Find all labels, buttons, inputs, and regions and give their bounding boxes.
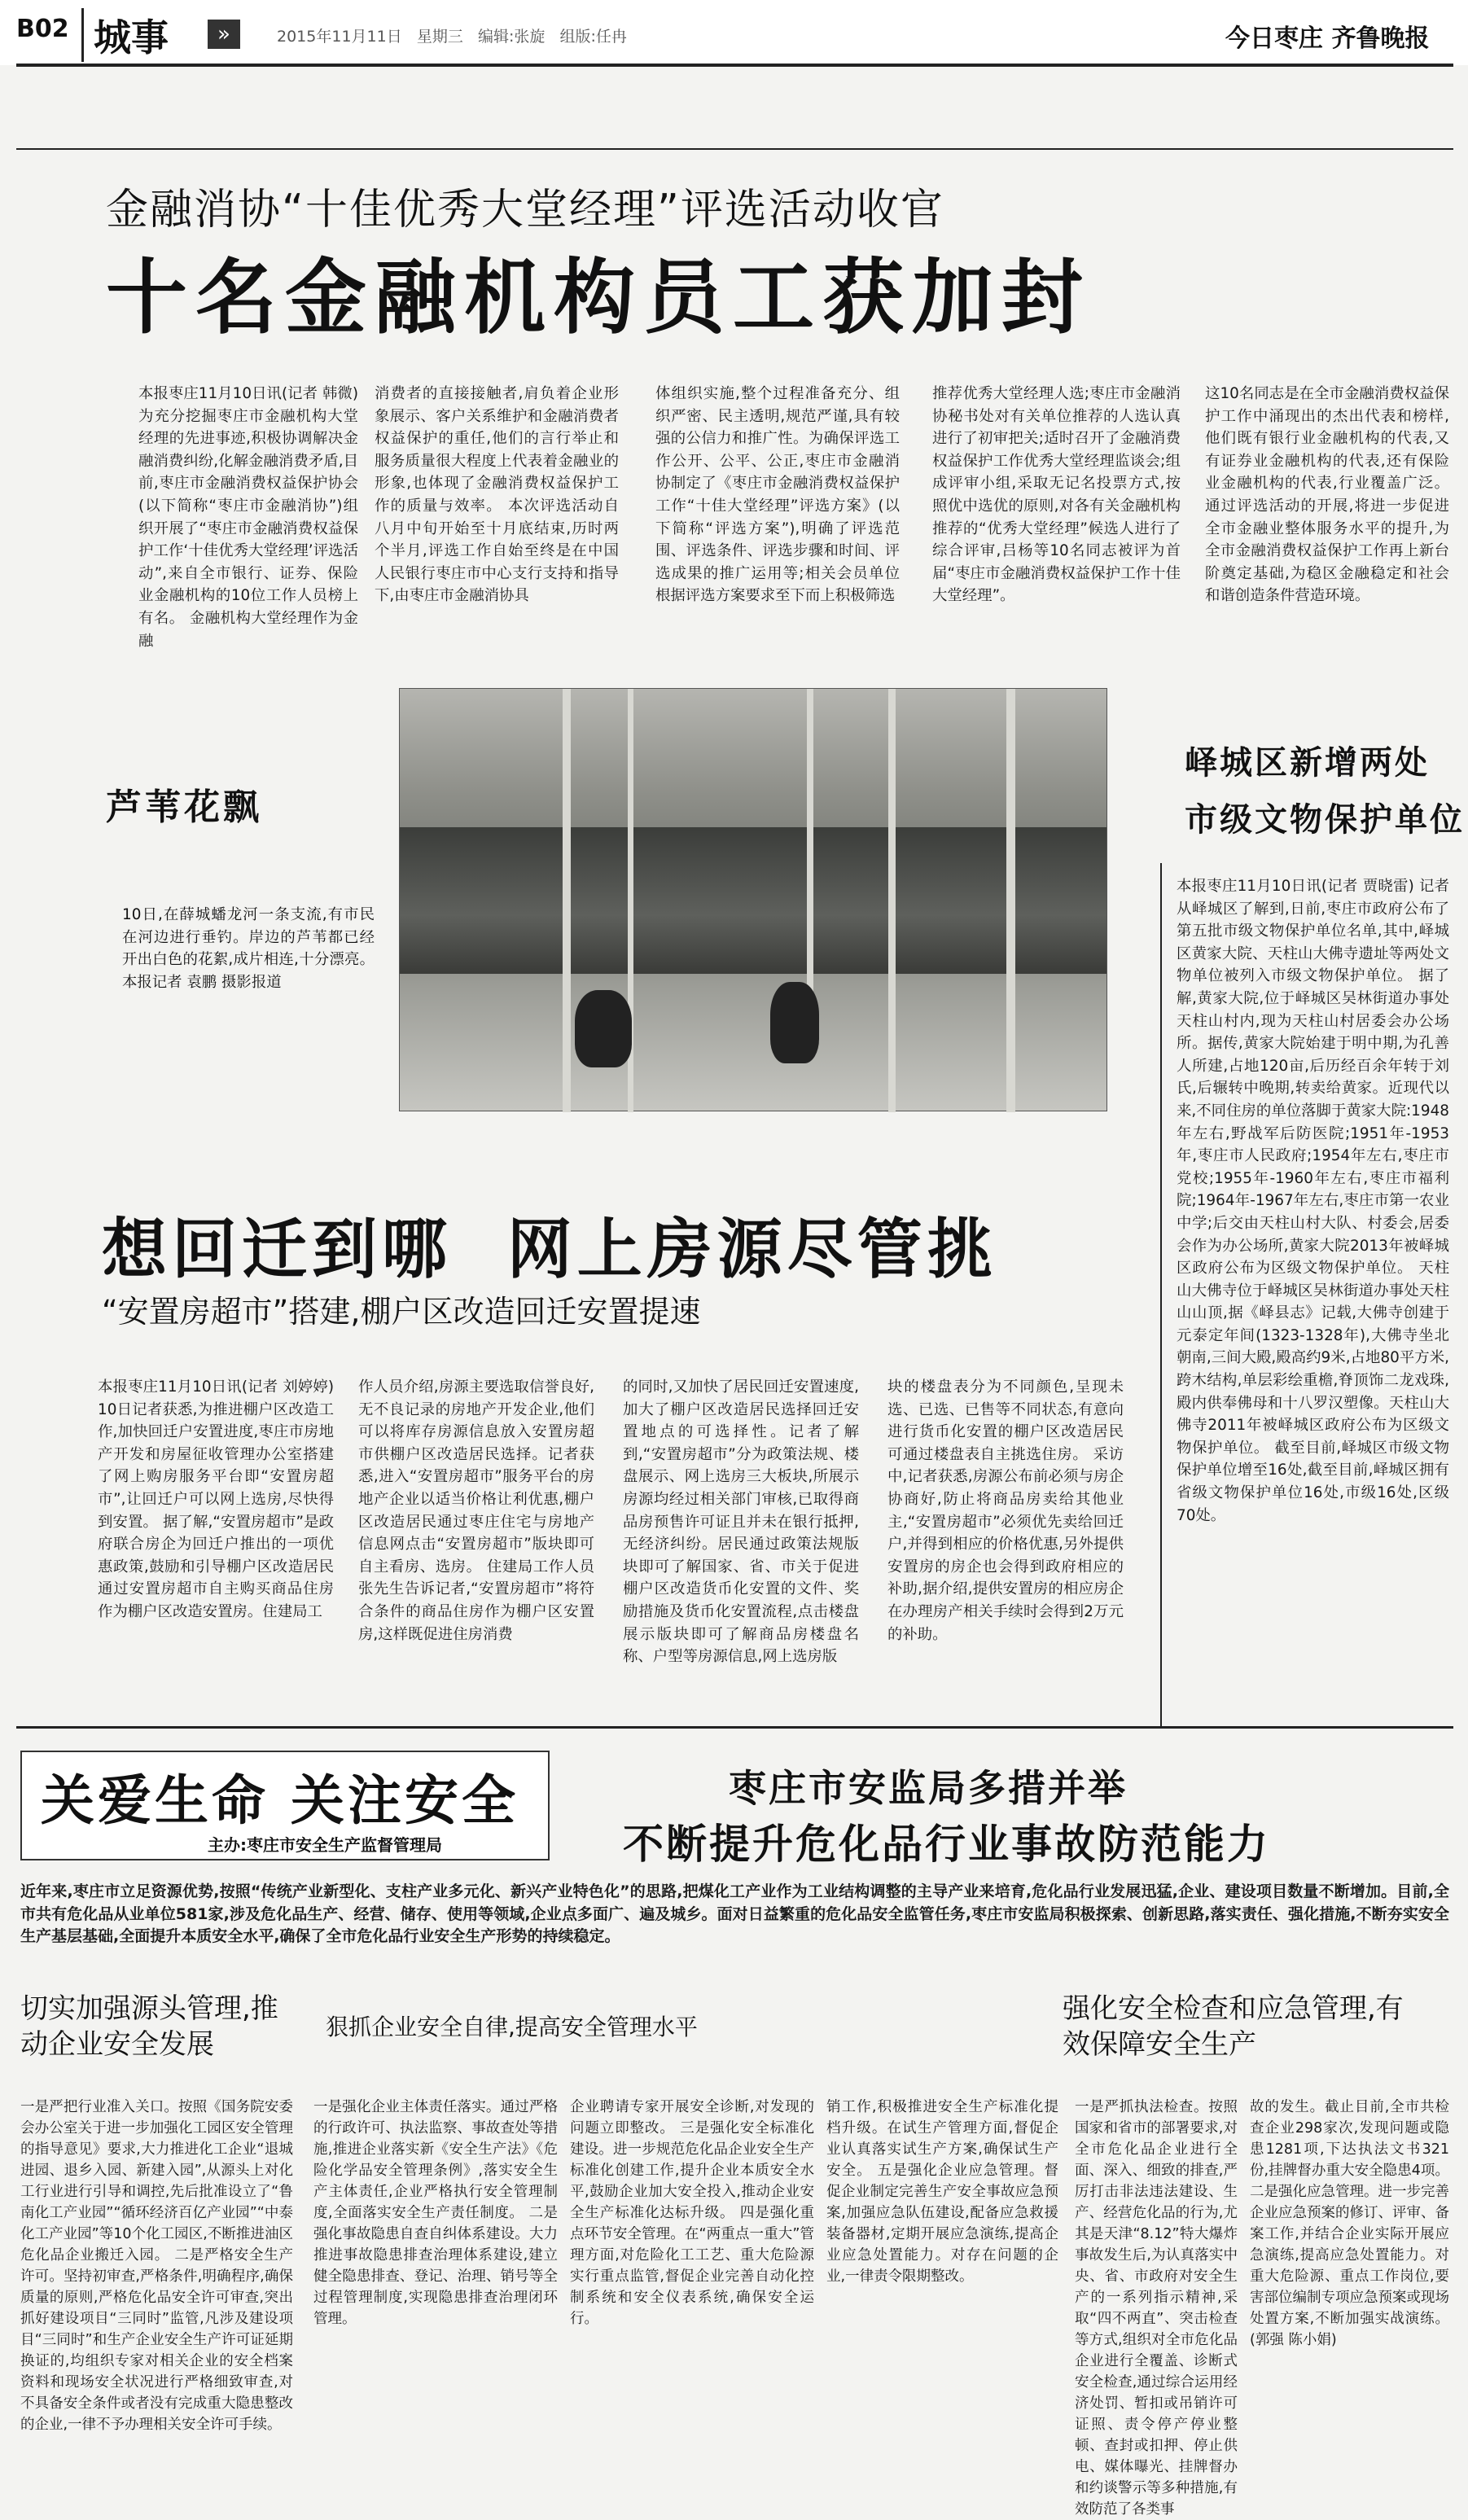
- safety-col4: 销工作,积极推进安全生产标准化提档升级。在试生产管理方面,督促企业认真落实试生产方案,确保试生产安全。 五是强化企业应急管理。督促企业制定完善生产安全事故应急预案,加强应急队伍建设,配备应急救援装备器材,定期开展应急演练,提高企业应急处置能力。对存在问题的企业,一律责令限期整改。: [826, 2099, 1058, 2285]
- safety-headline-2: 不断提升危化品行业事故防范能力: [623, 1821, 1270, 1868]
- story3-col2: 作人员介绍,房源主要选取信誉良好,无不良记录的房地产开发企业,他们可以将库存房源信息放入安置房超市供棚户区改造居民选择。记者获悉,进入“安置房超市”服务平台的房地产企业以适当价格让利优惠,棚户区改造居民通过枣庄住宅与房地产信息网点击“安置房超市”版块即可自主看房、选房。 住建局工作人员张先生告诉记者,“安置房超市”将符合条件的商品住房作为棚户区安置房,这样既促进住房消费: [358, 1378, 594, 1643]
- safety-sponsor: 主办:枣庄市安全生产监督管理局: [208, 1835, 442, 1855]
- story3-col1: 本报枣庄11月10日讯(记者 刘婷婷) 10日记者获悉,为推进棚户区改造工作,加快回迁户安置进度,枣庄市房地产开发和房屋征收管理办公室搭建了网上购房服务平台即“安置房超市”,让回迁户可以网上选房,尽快得到安置。 据了解,“安置房超市”是政府联合房企为回迁户推出的一项优惠政策,鼓励和引导棚户区改造居民通过安置房超市自主购买商品住房作为棚户区改造安置房。住建局工: [98, 1378, 334, 1620]
- photo-headline: 芦苇花飘: [106, 787, 262, 828]
- angler-figure: [770, 982, 819, 1063]
- angler-figure: [575, 990, 632, 1067]
- story1-headline: 十名金融机构员工获加封: [106, 250, 1091, 345]
- safety-lead: 近年来,枣庄市立足资源优势,按照“传统产业新型化、支柱产业多元化、新兴产业特色化”的思路,把煤化工产业作为工业结构调整的主导产业来培育,危化品行业发展迅猛,企业、建设项目数量不断增加。目前,全市共有危化品从业单位581家,涉及危化品生产、经营、储存、使用等领域,企业点多面广、遍及城乡。面对日益繁重的危化品安全监管任务,枣庄市安监局积极探索、创新思路,落实责任、强化措施,不断夯实安全生产基层基础,全面提升本质安全水平,确保了全市危化品行业安全生产形势的持续稳定。: [20, 1882, 1449, 1945]
- page-number: B02: [16, 15, 69, 43]
- section-rule: [16, 1726, 1453, 1729]
- column-divider: [1160, 863, 1162, 1726]
- story3-subhead: “安置房超市”搭建,棚户区改造回迁安置提速: [102, 1294, 701, 1330]
- safety-col5: 一是严抓执法检查。按照国家和省市的部署要求,对全市危化品企业进行全面、深入、细致的排查,严厉打击非法违法建设、生产、经营危化品的行为,尤其是天津“8.12”特大爆炸事故发生后,为认真落实中央、省、市政府对安全生产的一系列指示精神,采取“四不两直”、突击检查等方式,组织对全市危化品企业进行全覆盖、诊断式安全检查,通过综合运用经济处罚、暂扣或吊销许可证照、责令停产停业整顿、查封或扣押、停止供电、媒体曝光、挂牌督办和约谈警示等多种措施,有效防范了各类事: [1075, 2099, 1238, 2518]
- story2-body: 本报枣庄11月10日讯(记者 贾晓雷) 记者从峄城区了解到,日前,枣庄市政府公布了第五批市级文物保护单位名单,其中,峄城区黄家大院、天柱山大佛寺遗址等两处文物单位被列入市级文物保护单位。 据了解,黄家大院,位于峄城区吴林街道办事处天柱山村内,现为天柱山村居委会办公场所。据传,黄家大院始建于明中期,为孔善人所建,占地120亩,后历经百余年转于刘氏,后辗转中晚期,转卖给黄家。近现代以来,不同住房的单位落脚于黄家大院:1948年左右,野战军后防医院;1951年-1953年,枣庄市人民政府;1954年左右,枣庄市党校;1955年-1960年左右,枣庄市福利院;1964年-1967年左右,枣庄市第一农业中学;后交由天柱山村大队、村委会,居委会作为办公场所,黄家大院2013年被峄城区政府公布为区级文物保护单位。 天柱山大佛寺位于峄城区吴林街道办事处天柱山山顶,据《峄县志》记载,大佛寺创建于元泰定年间(1323-1328年),大佛寺坐北朝南,三间大殿,殿高约9米,占地80平方米,跨木结构,单层彩绘重檐,脊顶饰二龙戏珠,殿内供奉佛母和十八罗汉塑像。天柱山大佛寺2011年被峄城区政府公布为区级文物保护单位。 截至目前,峄城区市级文物保护单位增至16处,截至目前,峄城区拥有省级文物保护单位16处,市级16处,区级70处。: [1177, 878, 1449, 1524]
- tree-trunk: [563, 689, 571, 1112]
- issue-meta: 2015年11月11日 星期三 编辑:张旋 组版:任冉: [277, 28, 627, 46]
- story1-col3: 体组织实施,整个过程准备充分、组织严密、民主透明,规范严谨,具有较强的公信力和推广性。为确保评选工作公开、公平、公正,枣庄市金融消协制定了《枣庄市金融消费权益保护工作“十佳大堂经理”评选方案》(以下简称“评选方案”),明确了评选范围、评选条件、评选步骤和时间、评选成果的推广运用等;相关会员单位根据评选方案要求至下而上积极筛选: [655, 385, 900, 605]
- river-water: [400, 827, 1106, 974]
- safety-col3: 企业聘请专家开展安全诊断,对发现的问题立即整改。 三是强化安全标准化建设。进一步规范危化品企业安全生产标准化创建工作,提升企业本质安全水平,鼓励企业加大安全投入,推动企业安全生产标准化达标升级。 四是强化重点环节安全管理。在“两重点一重大”管理方面,对危险化工工艺、重大危险源实行重点监管,督促企业完善自动化控制系统和安全仪表系统,确保安全运行。: [570, 2099, 814, 2327]
- story2-headline-1: 峄城区新增两处: [1185, 744, 1430, 782]
- header-rule: [16, 64, 1453, 67]
- header-rule-2: [16, 148, 1453, 150]
- safety-subhead-2: 狠抓企业安全自律,提高安全管理水平: [326, 2014, 698, 2040]
- safety-subhead-1: 切实加强源头管理,推动企业安全发展: [20, 1992, 278, 2061]
- river-fishing-photo: [399, 688, 1107, 1111]
- story1-col4: 推荐优秀大堂经理人选;枣庄市金融消协秘书处对有关单位推荐的人选认真进行了初审把关;适时召开了金融消费权益保护工作优秀大堂经理监谈会;组成评审小组,采取无记名投票方式,按照优中选优的原则,对各有关金融机构推荐的“优秀大堂经理”候选人进行了综合评审,吕杨等10名同志被评为首届“枣庄市金融消费权益保护工作十佳大堂经理”。: [932, 385, 1181, 605]
- safety-col6: 故的发生。截止目前,全市共检查企业298家次,发现问题或隐患1281项,下达执法文书321份,挂牌督办重大安全隐患4项。 二是强化应急管理。进一步完善企业应急预案的修订、评审、备案工作,并结合企业实际开展应急演练,提高应急处置能力。对重大危险源、重点工作岗位,要害部位编制专项应急预案或现场处置方案,不断加强实战演练。 (郭强 陈小娟): [1250, 2099, 1449, 2348]
- story1-col2: 消费者的直接接触者,肩负着企业形象展示、客户关系维护和金融消费者权益保护的重任,他们的言行举止和服务质量很大程度上代表着金融业的形象,也体现了金融消费权益保护工作的质量与效率。 本次评选活动自八月中旬开始至十月底结束,历时两个半月,评选工作自始至终是在中国人民银行枣庄市中心支行支持和指导下,由枣庄市金融消协具: [375, 385, 619, 605]
- safety-headline-1: 枣庄市安监局多措并举: [729, 1766, 1128, 1810]
- tree-trunk: [888, 689, 896, 1112]
- story3-headline: 想回迁到哪 网上房源尽管挑: [102, 1212, 997, 1287]
- safety-col2: 一是强化企业主体责任落实。通过严格的行政许可、执法监察、事故查处等措施,推进企业落实新《安全生产法》《危险化学品安全管理条例》,落实安全生产主体责任,企业严格执行安全管理制度,全面落实安全生产责任制度。 二是强化事故隐患自查自纠体系建设。大力推进事故隐患排查治理体系建设,建立健全隐患排查、登记、治理、销号等全过程管理制度,实现隐患排查治理闭环管理。: [313, 2099, 558, 2327]
- story2-headline-2: 市级文物保护单位: [1185, 801, 1465, 839]
- story3-col4: 块的楼盘表分为不同颜色,呈现未选、已选、已售等不同状态,有意向进行货币化安置的棚户区改造居民可通过楼盘表自主挑选住房。 采访中,记者获悉,房源公布前必须与房企协商好,防止将商品房卖给其他业主,“安置房超市”必须优先卖给回迁户,并得到相应的价格优惠,另外提供安置房的房企也会得到政府相应的补助,据介绍,提供安置房的相应房企在办理房产相关手续时会得到2万元的补助。: [887, 1378, 1124, 1643]
- chevron-right-icon: »: [208, 20, 240, 49]
- story1-col5: 这10名同志是在全市金融消费权益保护工作中涌现出的杰出代表和榜样,他们既有银行业金融机构的代表,又有证券业金融机构的代表,还有保险业金融机构的代表,行业覆盖广泛。 通过评选活动的开展,将进一步促进全市金融业整体服务水平的提升,为全市金融消费权益保护工作再上新台阶奠定基础,为稳区金融稳定和社会和谐创造条件营造环境。: [1205, 385, 1449, 605]
- section-title: 城事: [81, 8, 178, 62]
- safety-subhead-3: 强化安全检查和应急管理,有效保障安全生产: [1063, 1992, 1404, 2061]
- story1-col1: 本报枣庄11月10日讯(记者 韩微) 为充分挖掘枣庄市金融机构大堂经理的先进事迹,积极协调解决金融消费纠纷,化解金融消费矛盾,目前,枣庄市金融消费权益保护协会(以下简称“枣庄市金融消协”)组织开展了“枣庄市金融消费权益保护工作‘十佳优秀大堂经理’评选活动”,来自全市银行、证券、保险业金融机构的10位工作人员榜上有名。 金融机构大堂经理作为金融: [138, 385, 358, 650]
- story1-kicker: 金融消协“十佳优秀大堂经理”评选活动收官: [106, 186, 944, 234]
- safety-col1: 一是严把行业准入关口。按照《国务院安委会办公室关于进一步加强化工园区安全管理的指导意见》要求,大力推进化工企业“退城进园、退乡入园、新建入园”,从源头上对化工行业进行引导和调控,先后批准设立了“鲁南化工产业园”“循环经济百亿产业园”“中泰化工产业园”等10个化工园区,不断推进油区危化品企业搬迁入园。 二是严格安全生产许可。坚持初审查,严格条件,明确程序,确保质量的原则,严格危化品安全许可审查,突出抓好建设项目“三同时”监管,凡涉及建设项目“三同时”和生产企业安全生产许可证延期换证的,均组织专家对相关企业的安全档案资料和现场安全状况进行严格细致审查,对不具备安全条件或者没有完成重大隐患整改的企业,一律不予办理相关安全许可手续。: [20, 2099, 293, 2433]
- tree-trunk: [1006, 689, 1015, 1112]
- newspaper-brand: 今日枣庄 齐鲁晚报: [1225, 24, 1430, 53]
- safety-banner: 关爱生命 关注安全: [41, 1768, 519, 1832]
- story3-col3: 的同时,又加快了居民回迁安置速度,加大了棚户区改造居民选择回迁安置地点的可选择性。记者了解到,“安置房超市”分为政策法规、楼盘展示、网上选房三大板块,所展示房源均经过相关部门审核,已取得商品房预售许可证且并未在银行抵押,无经济纠纷。居民通过政策法规版块即可了解国家、省、市关于促进棚户区改造货币化安置的文件、奖励措施及货币化安置流程,点击楼盘展示版块即可了解商品房楼盘名称、户型等房源信息,网上选房版: [623, 1378, 859, 1666]
- photo-caption: 10日,在薛城蟠龙河一条支流,有市民在河边进行垂钓。岸边的芦苇都已经开出白色的花絮,成片相连,十分漂亮。 本报记者 袁鹏 摄影报道: [122, 906, 375, 991]
